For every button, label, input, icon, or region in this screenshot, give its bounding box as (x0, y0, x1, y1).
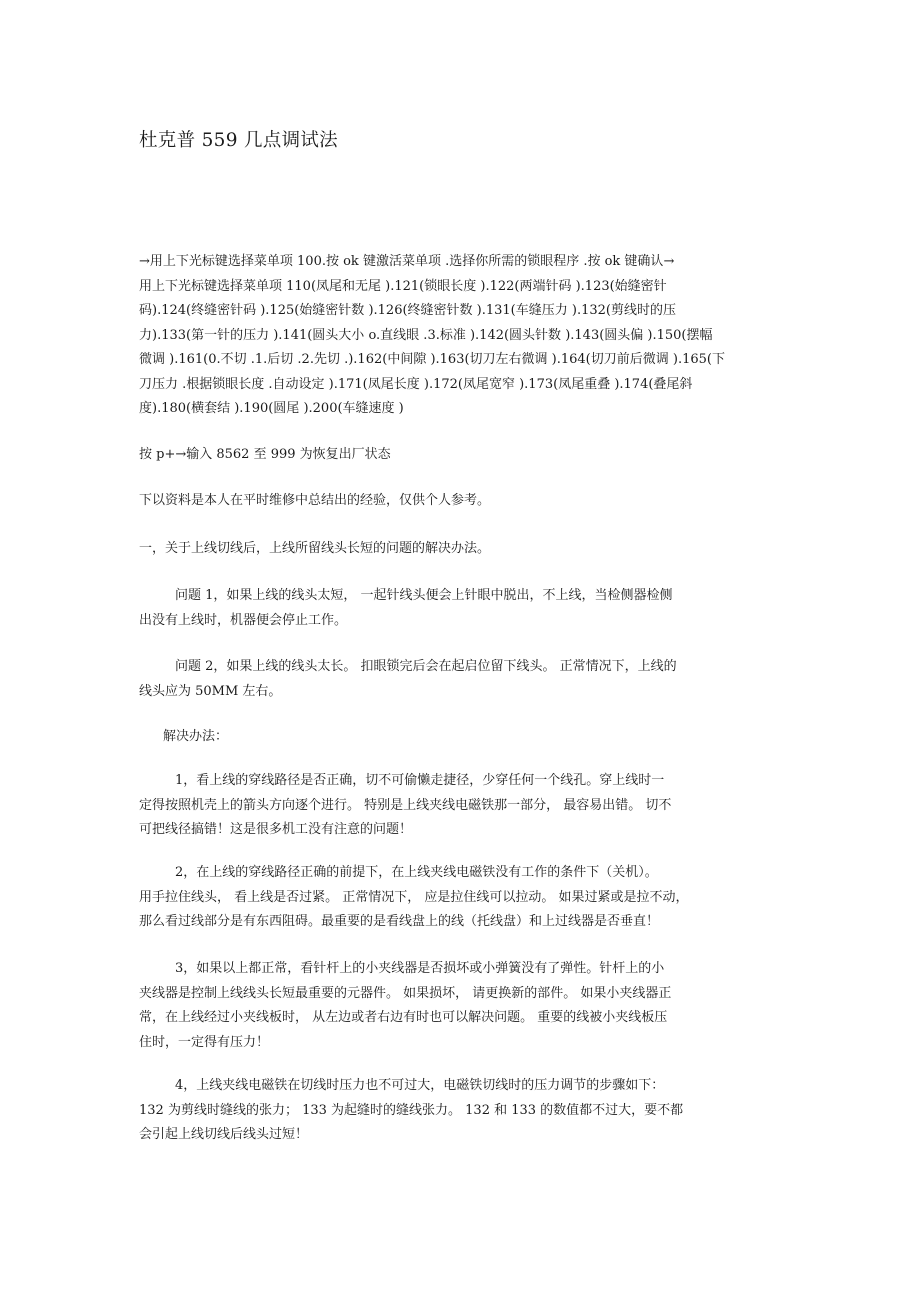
problem-2: 问题 2，如果上线的线头太长。 扣眼锁完后会在起启位留下线头。 正常情况下，上线的 线头应为 50MM 左右。 (139, 659, 677, 699)
menu-instructions (139, 250, 779, 422)
problem-1: 问题 1，如果上线的线头太短， 一起针线头便会上针眼中脱出，不上线，当检侧器检侧 出没有上线时，机器便会停止工作。 (139, 588, 673, 628)
solution-step-1: 1，看上线的穿线路径是否正确，切不可偷懒走捷径，少穿任何一个线孔。穿上线时一 定得按照机壳上的箭头方向逐个进行。 特别是上线夹线电磁铁那一部分， 最容易出错。 切不 可把线径搞错！这是很多机工没有注意的问题！ (139, 773, 672, 837)
section-heading: 一，关于上线切线后，上线所留线头长短的问题的解决办法。 (139, 541, 491, 556)
solution-step-3: 3，如果以上都正常，看针杆上的小夹线器是否损坏或小弹簧没有了弹性。针杆上的小 夹线器是控制上线线头长短最重要的元器件。 如果损坏， 请更换新的部件。 如果小夹线器正 常，在上线经过小夹线板时， 从左边或者右边有时也可以解决问题。 重要的线被小夹线板压 住时，一定得有压力！ (139, 961, 672, 1050)
menu-line: 力).133(第一针的压力 ).141(圆头大小 o.直线眼 .3.标准 ).142(圆头针数 ).143(圆头偏 ).150(摆幅 (139, 327, 713, 343)
menu-line: 用上下光标键选择菜单项 110(凤尾和无尾 ).121(锁眼长度 ).122(两端针码 ).123(始缝密针 (139, 278, 667, 294)
menu-line: 度).180(横套结 ).190(圆尾 ).200(车缝速度 ) (139, 401, 404, 416)
menu-line: →用上下光标键选择菜单项 100.按 ok 键激活菜单项 .选择你所需的锁眼程序 .按 ok 键确认→ (139, 254, 675, 269)
menu-line: 微调 ).161(0.不切 .1.后切 .2.先切 .).162(中间隙 ).163(切刀左右微调 ).164(切刀前后微调 ).165(下 (139, 352, 725, 367)
solution-step-2: 2，在上线的穿线路径正确的前提下，在上线夹线电磁铁没有工作的条件下（关机）。 用手拉住线头， 看上线是否过紧。 正常情况下， 应是拉住线可以拉动。 如果过紧或是拉不动， 那么看过线部分是有东西阻碍。最重要的是看线盘上的线（托线盘）和上过线器是否垂直！ (139, 865, 689, 929)
disclaimer-note: 下以资料是本人在平时维修中总结出的经验，仅供个人参考。 (139, 493, 491, 508)
menu-line: 码).124(终缝密针码 ).125(始缝密针数 ).126(终缝密针数 ).131(车缝压力 ).132(剪线时的压 (139, 303, 676, 318)
solution-step-4: 4，上线夹线电磁铁在切线时压力也不可过大，电磁铁切线时的压力调节的步骤如下： 132 为剪线时缝线的张力； 133 为起缝时的缝线张力。 132 和 133 的数值都不过大，要不都 会引起上线切线后线头过短！ (139, 1078, 684, 1142)
solution-heading: 解决办法： (163, 729, 229, 744)
menu-line: 刀压力 .根据锁眼长度 .自动设定 ).171(凤尾长度 ).172(凤尾宽窄 ).173(凤尾重叠 ).174(叠尾斜 (139, 376, 693, 392)
reset-instruction: 按 p+→输入 8562 至 999 为恢复出厂状态 (139, 447, 391, 462)
page-title: 杜克普 559 几点调试法 (139, 130, 338, 151)
